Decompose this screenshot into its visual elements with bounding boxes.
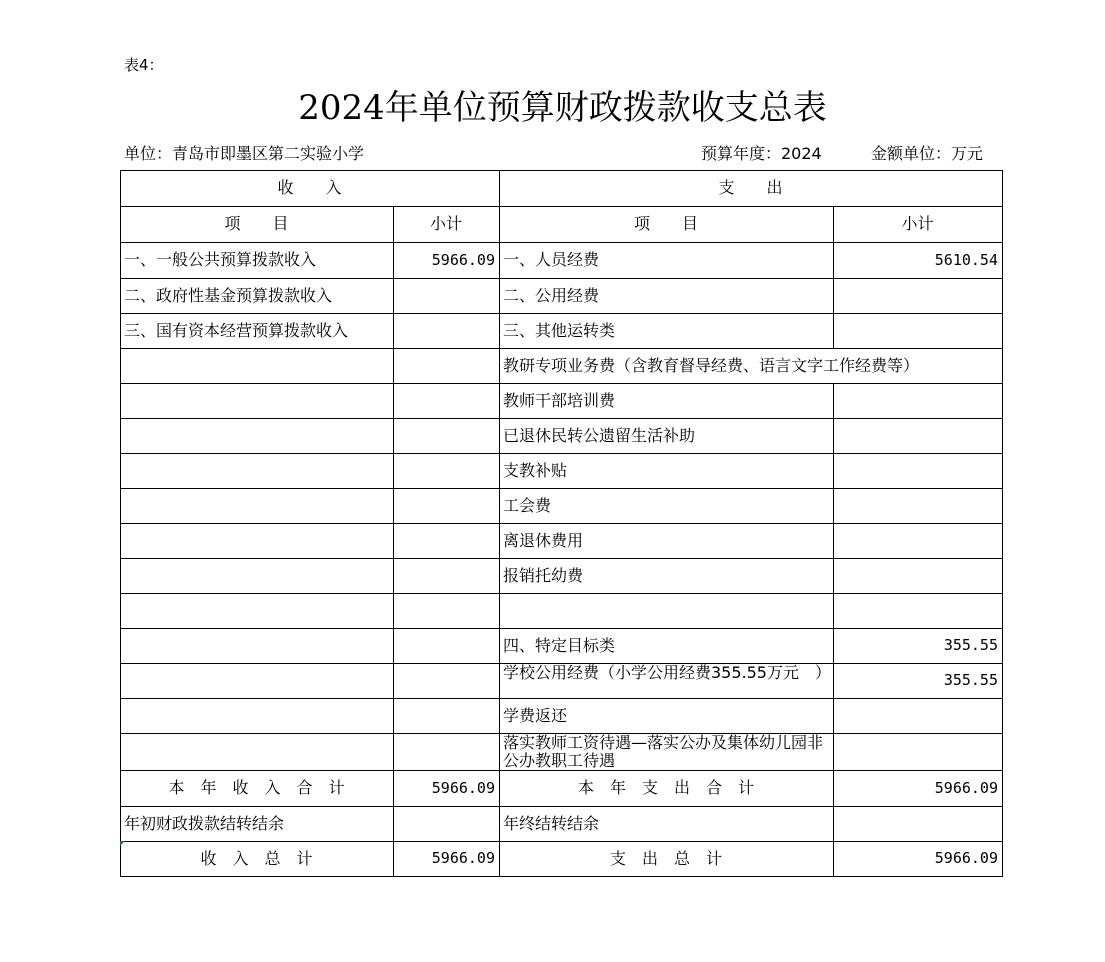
income-item-cell — [120, 663, 393, 698]
income-amount-cell — [393, 348, 499, 383]
income-amount-cell — [393, 593, 499, 628]
income-amount-cell — [393, 278, 499, 313]
income-item-cell — [120, 488, 393, 523]
expense-header: 支 出 — [718, 178, 783, 197]
expense-item-cell: 落实教师工资待遇—落实公办及集体幼儿园非公办教职工待遇 — [503, 733, 824, 770]
income-item-cell: 一、一般公共预算拨款收入 — [124, 250, 317, 269]
expense-total-label: 支 出 总 计 — [609, 849, 722, 868]
income-item-cell — [120, 733, 393, 770]
expense-item-cell: 四、特定目标类 — [503, 636, 616, 655]
expense-amount-cell — [833, 313, 1002, 348]
expense-item-cell: 学校公用经费（小学公用经费355.55万元 ） — [503, 663, 831, 682]
income-amount-cell — [393, 418, 499, 453]
income-amount-cell — [393, 523, 499, 558]
expense-item-cell: 教研专项业务费（含教育督导经费、语言文字工作经费等） — [503, 356, 920, 375]
expense-total-amount: 5966.09 — [934, 779, 998, 797]
income-amount-cell — [393, 453, 499, 488]
income-item-header: 项 目 — [224, 214, 289, 233]
income-amount-cell — [393, 558, 499, 593]
income-amount-cell — [393, 698, 499, 733]
income-item-cell: 三、国有资本经营预算拨款收入 — [124, 321, 349, 340]
page-title: 2024年单位预算财政拨款收支总表 — [298, 88, 827, 128]
income-total-amount: 5966.09 — [431, 849, 495, 867]
income-item-cell — [120, 383, 393, 418]
expense-item-cell: 支教补贴 — [503, 461, 568, 480]
expense-total-label: 本 年 支 出 合 计 — [577, 778, 754, 797]
expense-item-cell — [499, 593, 833, 628]
income-item-cell — [120, 523, 393, 558]
expense-total-amount — [833, 806, 1002, 841]
income-item-cell — [120, 418, 393, 453]
income-total-label: 收 入 总 计 — [200, 849, 313, 868]
expense-item-cell: 学费返还 — [503, 706, 568, 725]
income-item-cell — [120, 698, 393, 733]
expense-total-label: 年终结转结余 — [503, 814, 600, 833]
expense-amount-cell: 355.55 — [943, 671, 998, 689]
expense-amount-cell — [833, 733, 1002, 770]
expense-item-header: 项 目 — [633, 214, 698, 233]
income-amount-cell — [393, 313, 499, 348]
expense-amount-cell — [833, 558, 1002, 593]
expense-amount-cell — [833, 488, 1002, 523]
expense-amount-cell — [833, 383, 1002, 418]
income-header: 收 入 — [277, 178, 342, 197]
expense-amount-cell — [833, 698, 1002, 733]
expense-amount-cell: 5610.54 — [934, 251, 998, 269]
budget-year: 预算年度：2024 — [701, 144, 822, 163]
income-amount-cell — [393, 488, 499, 523]
income-subtotal-header: 小计 — [429, 214, 462, 233]
expense-amount-cell: 355.55 — [943, 636, 998, 654]
unit-name: 单位：青岛市即墨区第二实验小学 — [124, 144, 365, 163]
expense-amount-cell — [833, 593, 1002, 628]
income-total-amount: 5966.09 — [431, 779, 495, 797]
expense-item-cell: 三、其他运转类 — [503, 321, 616, 340]
table-hline — [120, 876, 1003, 877]
expense-amount-cell — [833, 278, 1002, 313]
expense-item-cell: 一、人员经费 — [503, 250, 600, 269]
income-total-label: 年初财政拨款结转结余 — [124, 814, 285, 833]
table-vline — [1002, 170, 1003, 876]
income-item-cell — [120, 593, 393, 628]
income-item-cell — [120, 453, 393, 488]
income-item-cell — [120, 348, 393, 383]
expense-amount-cell — [833, 523, 1002, 558]
income-item-cell — [120, 558, 393, 593]
expense-subtotal-header: 小计 — [901, 214, 934, 233]
expense-item-cell: 已退休民转公遗留生活补助 — [503, 426, 696, 445]
expense-total-amount: 5966.09 — [934, 849, 998, 867]
income-amount-cell: 5966.09 — [431, 251, 495, 269]
expense-item-cell: 工会费 — [503, 496, 552, 515]
income-item-cell: 二、政府性基金预算拨款收入 — [124, 286, 333, 305]
income-total-amount — [393, 806, 499, 841]
expense-item-cell: 教师干部培训费 — [503, 391, 616, 410]
money-unit: 金额单位：万元 — [871, 144, 984, 163]
income-amount-cell — [393, 733, 499, 770]
table-label: 表4： — [124, 56, 164, 74]
income-amount-cell — [393, 663, 499, 698]
income-item-cell — [120, 628, 393, 663]
expense-amount-cell — [833, 453, 1002, 488]
expense-amount-cell — [833, 418, 1002, 453]
cell-comment-marker — [120, 841, 125, 846]
expense-item-cell: 二、公用经费 — [503, 286, 600, 305]
expense-item-cell: 报销托幼费 — [503, 566, 584, 585]
expense-item-cell: 离退休费用 — [503, 531, 584, 550]
income-amount-cell — [393, 628, 499, 663]
income-total-label: 本 年 收 入 合 计 — [168, 778, 345, 797]
income-amount-cell — [393, 383, 499, 418]
